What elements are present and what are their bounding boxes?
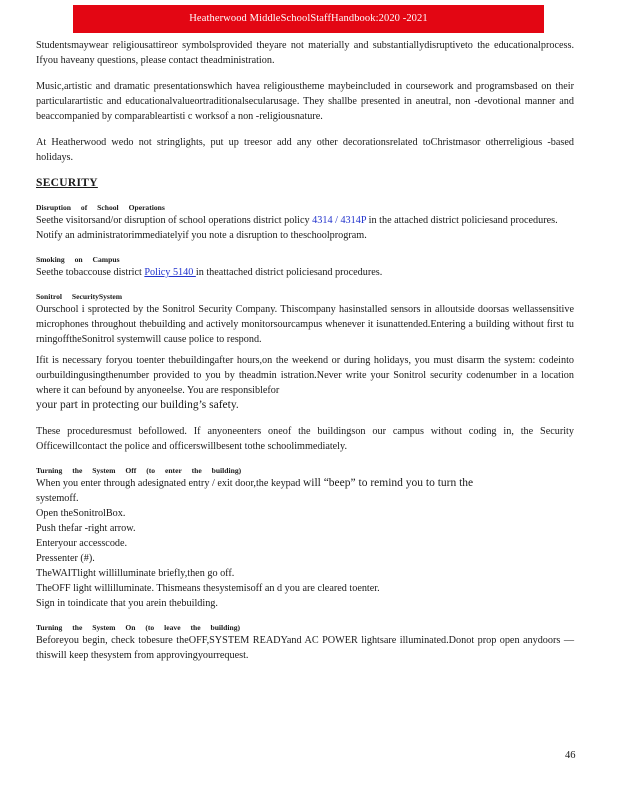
policy-5140-link[interactable]: Policy 5140 — [144, 267, 196, 278]
page-number: 46 — [565, 750, 576, 761]
turn-on-paragraph: Beforeyou begin, check tobesure theOFF,SYSTEM READYand AC POWER lightsare illuminated.Donot prop open anydoors —thiswill keep thesystem from approvingyourrequest. — [36, 635, 574, 661]
turn-off-heading: Turning the System Off (to enter the building) — [36, 466, 242, 475]
turn-on-heading: Turning the System On (to leave the building) — [36, 623, 241, 632]
step-item: Push thefar -right arrow. — [36, 523, 136, 534]
step-item: Sign in toindicate that you arein thebuilding. — [36, 598, 218, 609]
header-title: Heatherwood MiddleSchoolStaffHandbook:2020 -2021 — [189, 13, 428, 24]
step-item: Pressenter (#). — [36, 553, 95, 564]
sonitrol-heading: Sonitrol SecuritySystem — [36, 292, 123, 301]
page-content — [36, 38, 574, 663]
smoking-paragraph: Seethe tobaccouse district Policy 5140 in theattached district policiesand procedures. — [36, 267, 383, 278]
step-item: Enteryour accesscode. — [36, 538, 128, 549]
turn-off-intro: When you enter through adesignated entry / exit door,the keypad will “beep” to remind you to turn the — [36, 477, 474, 489]
sonitrol-procedures-paragraph: These proceduresmust befollowed. If anyoneenters oneof the buildingson our campus without coding in, the Security Officewillcontact the police and officerswillbesent tothe schoolimmediately. — [36, 426, 574, 452]
turn-off-intro-end: systemoff. — [36, 493, 79, 504]
policy-4314-link[interactable]: 4314 / 4314P — [312, 215, 367, 226]
music-art-paragraph: Music,artistic and dramatic presentationswhich havea religioustheme maybeincluded in coursework and programsbased on their particularartistic and educationalvalueortraditionalsecularusage. They shallbe presented in aneutral, non -devotional manner and beaccompanied by comparableartisti c worksof a non -religiousnature. — [36, 81, 574, 122]
turn-off-steps — [36, 491, 574, 611]
step-item: TheWAITlight willilluminate briefly,then go off. — [36, 568, 235, 579]
disruption-heading: Disruption of School Operations — [36, 203, 165, 212]
holiday-decorations-paragraph: At Heatherwood wedo not stringlights, put up treesor add any other decorationsrelated toChristmasor otherreligious -based holidays. — [36, 137, 574, 163]
step-item: TheOFF light willilluminate. Thismeans thesystemisoff an d you are cleared toenter. — [36, 583, 380, 594]
handbook-header-bar — [73, 5, 544, 33]
step-item: Open theSonitrolBox. — [36, 508, 126, 519]
disruption-notify-line: Notify an administratorimmediatelyif you note a disruption to theschoolprogram. — [36, 230, 367, 241]
sonitrol-intro-paragraph: Ourschool i sprotected by the Sonitrol Security Company. Thiscompany hasinstalled sensors in alloutside doorsas wellassensitive microphones throughout thebuilding and actively monitorsourcampus whenever it isunattended.Entering a building without first tu rningofftheSonitrol systemwill cause police to respond. — [36, 304, 574, 345]
smoking-heading: Smoking on Campus — [36, 255, 120, 264]
security-heading: SECURITY — [36, 177, 98, 189]
religious-symbols-paragraph: Studentsmaywear religiousattireor symbolsprovided theyare not materially and substantiallydisruptiveto the educationalprocess. Ifyou haveany questions, please contact theadministration. — [36, 40, 574, 66]
sonitrol-disarm-paragraph: Ifit is necessary foryou toenter thebuildingafter hours,on the weekend or during holidays, you must disarm the system: codeinto ourbuildingusingthenumber provided to you by theadmin istration.Never write your Sonitrol security codenumber in a location where it can befound by anyoneelse. You are responsiblefor — [36, 355, 574, 396]
sonitrol-responsibility-line: your part in protecting our building’s safety. — [36, 399, 239, 411]
disruption-paragraph: Seethe visitorsand/or disruption of school operations district policy 4314 / 4314P in the attached district policiesand procedures. — [36, 215, 558, 226]
